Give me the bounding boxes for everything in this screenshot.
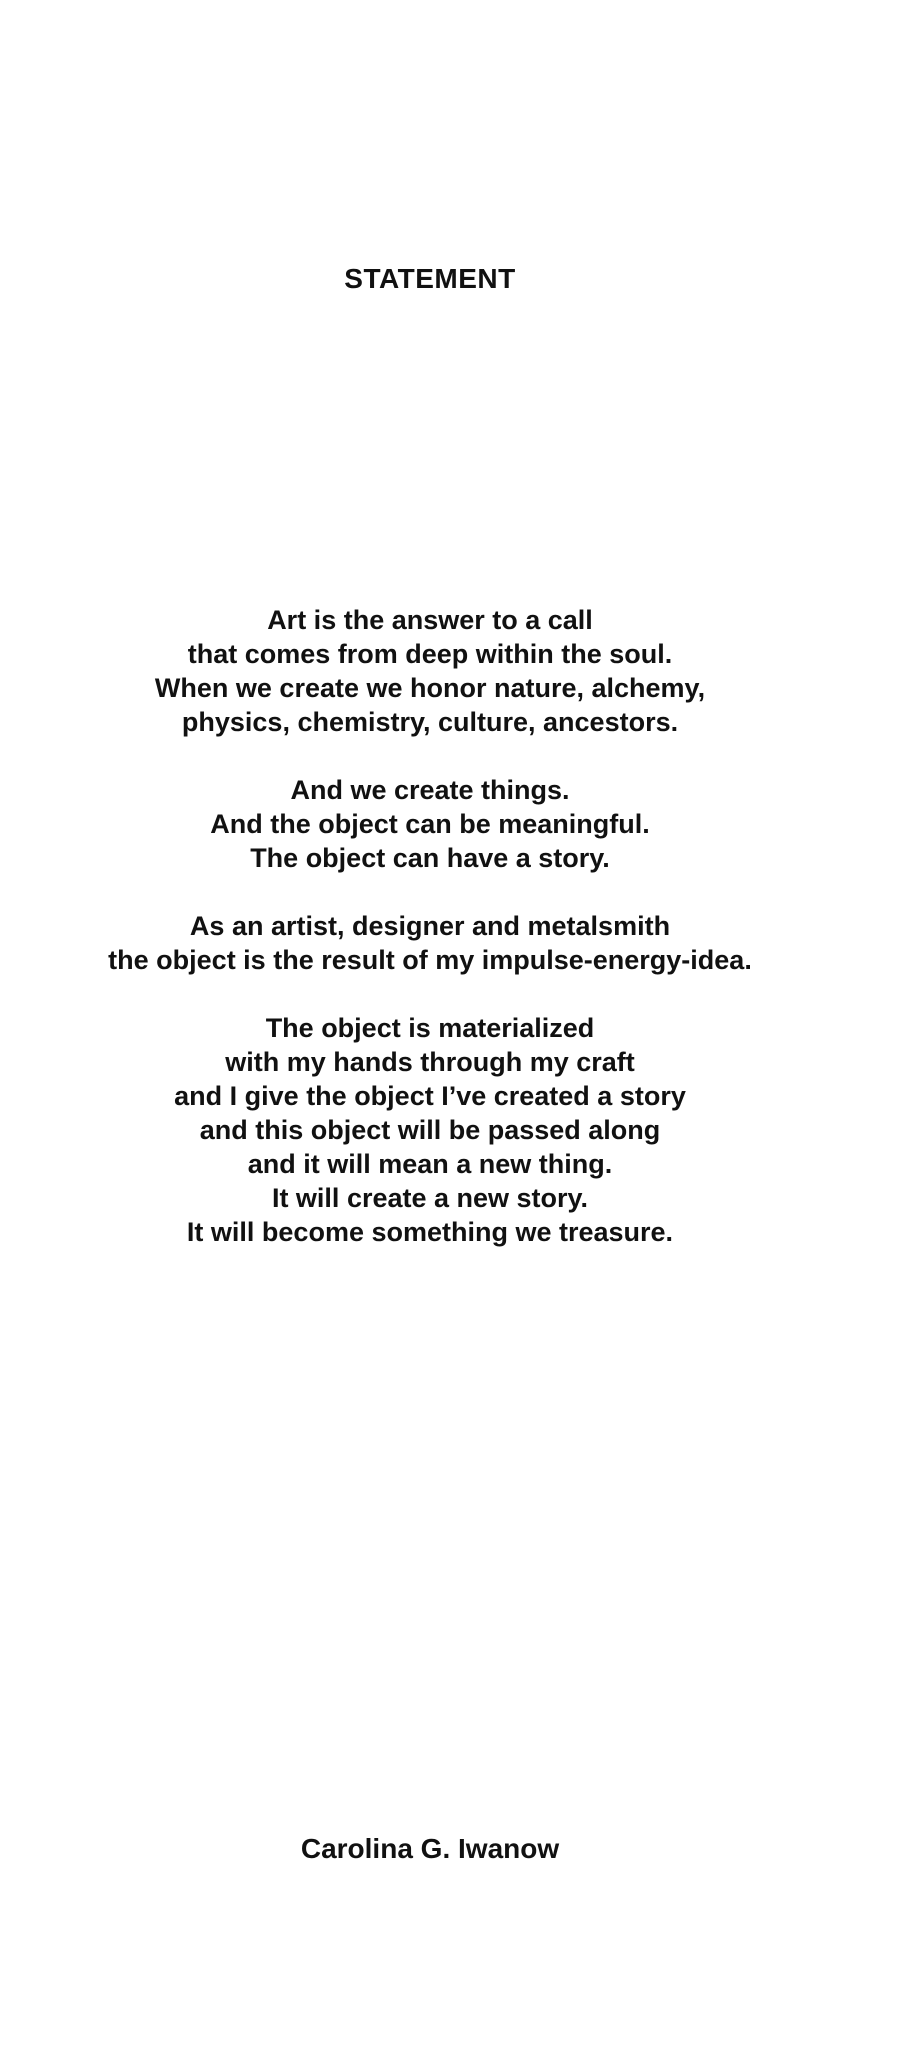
statement-line: physics, chemistry, culture, ancestors.	[181, 707, 679, 737]
statement-line: And we create things.	[290, 775, 570, 805]
statement-line: the object is the result of my impulse-energy-idea.	[108, 945, 752, 975]
statement-line: And the object can be meaningful.	[210, 809, 650, 839]
stanza-1	[0, 603, 860, 739]
statement-line: and this object will be passed along	[199, 1115, 661, 1145]
statement-line: It will become something we treasure.	[186, 1217, 674, 1247]
stanza-3	[0, 909, 860, 977]
stanza-4	[0, 1011, 860, 1249]
statement-line: with my hands through my craft	[225, 1047, 635, 1077]
statement-line: and I give the object I’ve created a story	[174, 1081, 686, 1111]
statement-line: As an artist, designer and metalsmith	[189, 911, 671, 941]
statement-line: that comes from deep within the soul.	[187, 639, 673, 669]
statement-line: When we create we honor nature, alchemy,	[154, 673, 706, 703]
statement-line: It will create a new story.	[271, 1183, 589, 1213]
statement-body	[0, 603, 860, 1283]
page-title: STATEMENT	[344, 263, 516, 294]
statement-line: Art is the answer to a call	[267, 605, 593, 635]
stanza-2	[0, 773, 860, 875]
statement-line: The object can have a story.	[250, 843, 610, 873]
author-signature: Carolina G. Iwanow	[300, 1833, 560, 1864]
statement-line: The object is materialized	[265, 1013, 595, 1043]
statement-line: and it will mean a new thing.	[247, 1149, 613, 1179]
